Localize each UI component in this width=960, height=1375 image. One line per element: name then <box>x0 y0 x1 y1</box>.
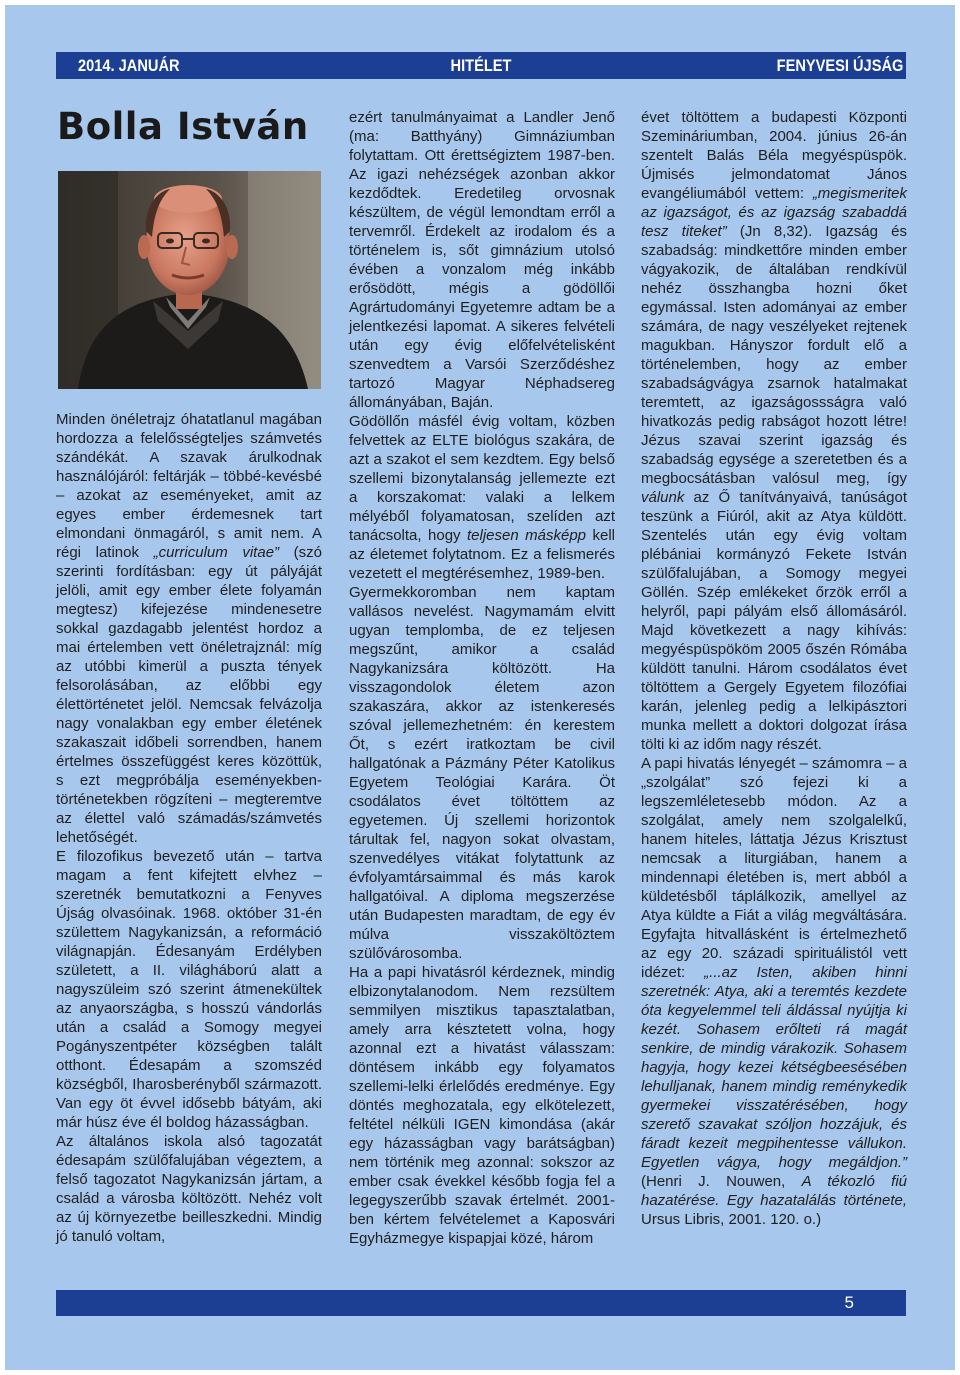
text-run: Ha a papi hivatásról kérdeznek, mindig elbizonytalanodom. Nem rezsültem semmilyen misztikus tapasztalatban, amely arra késztetett volna, hogy azonnal ezt a hivatást válasszam: döntésem inkább egy folyamatos szellemi-lelki érlelődés eredménye. Egy döntés meghozatala, egy elkötelezett, feltétel nélküli IGEN kimondása (akár egy házasságban vagy barátságban) nem történik meg azonnal: sokszor az ember csak évekkel később fogja fel a legegyszerűbb szavak értelmét. 2001-ben kértem felvételemet a Kaposvári Egyházmegye kispapjai közé, három <box>349 964 615 1247</box>
emphasized-text: „curriculum vitae” <box>153 544 280 561</box>
header-bar <box>56 52 906 79</box>
emphasized-text: A tékozló fiú hazatérése. Egy hazatalálás története, <box>641 1173 907 1209</box>
text-run: évet töltöttem a budapesti Központi Szemináriumban, 2004. június 26-án szentelt Balás Béla megyéspüspök. Újmisés jelmondatomat János evangéliumából vettem: <box>641 109 907 202</box>
text-run: E filozofikus bevezető után – tartva magam a fent kifejtett elvhez – szeretnék bemutatkozni a Fenyves Újság olvasóinak. 1968. október 31-én születtem Nagykanizsán, a reformáció világnapján. Édesanyám Erdélyben született, a II. világháború alatt a nagyszüleim szó szerint átmenekültek az anyaországba, s hosszú vándorlás után a család a Somogy megyei Pogányszentpéter községben talált otthont. Édesapám a szomszéd községből, Iharosberényből származott. Van egy öt évvel idősebb bátyám, aki már húsz éve él boldog házasságban. <box>56 848 322 1131</box>
text-run: (Jn 8,32). Igazság és szabadság: mindkettőre minden ember vágyakozik, de általában rendkívül nehéz összhangba hozni őket egymással. Isten adományai az ember számára, de nagy veszélyeket rejtenek magukban. Hányszor fordult elő a történelemben, hogy az ember szabadságvágya zsarnok hatalmakat teremtett, az igazságossságra való hivatkozás pedig rabságot hozott létre! Jézus szavai szerint igazság és szabadság egysége a szeretetben és a megbocsátásban valósul meg, így <box>641 223 907 487</box>
emphasized-text: teljesen másképp <box>467 527 587 544</box>
portrait-photo <box>58 171 321 389</box>
footer-bar <box>56 1290 906 1316</box>
text-run: Minden önéletrajz óhatatlanul magában hordozza a felelősségteljes számvetés szándékát. A szavak árulkodnak használójáról: feltárják – többé-kevésbé – azokat az eseményeket, amit az egyes ember érdemesnek tart elmondani önmagáról, s amit nem. A régi latinok <box>56 411 322 561</box>
emphasized-text: „...az Isten, akiben hinni szeretnék: Atya, aki a teremtés kezdete óta kegyelemmel teli áldással nyújtja ki kezét. Sohasem erőlteti rá magát senkire, de mindig várakozik. Sohasem hagyja, hogy kezei kétségbeesésében lehulljanak, hanem mindig reménykedik gyermekei visszatérésében, hogy szerető szavakat szóljon hozzájuk, és fáradt kezeit megpihentesse vállukon. Egyetlen vágya, hogy megáldjon.” <box>641 964 907 1171</box>
text-run: Az általános iskola alsó tagozatát édesapám szülőfalujában végeztem, a felső tagozatot Nagykanizsán jártam, a család a városba költözött. Nehéz volt az új környezetbe beilleszkedni. Mindig jó tanuló voltam, <box>56 1133 322 1245</box>
text-run: ezért tanulmányaimat a Landler Jenő (ma: Batthyány) Gimnáziumban folytattam. Ott érettségiztem 1987-ben. Az igazi nehézségek azonban akkor kezdődtek. Eredetileg orvosnak készültem, de végül lemondtam erről a tervemről. Érdekelt az irodalom és a történelem is, sőt gimnázium utolsó évében a vonzalom még inkább erősödött, mégis a gödöllői Agrártudományi Egyetemre adtam be a jelentkezési lapomat. A sikeres felvételi után egy évig előfelvételisként szenvedtem a Varsói Szerződéshez tartozó Magyar Néphadsereg állományában, Baján. <box>349 109 615 411</box>
text-run: Ursus Libris, 2001. 120. o.) <box>641 1211 822 1228</box>
text-run: az Ő tanítványaivá, tanúságot teszünk a Fiúról, akit az Atya küldött. Szentelés után egy évig voltam plébániai kormányzó Fekete István szülőfalujában, a Somogy megyei Göllén. Szép emlékeket őrzök erről a helyről, papi pályám első állomásáról. Majd következett a nagy kihívás: megyéspüspököm 2005 őszén Rómába küldött tanulni. Három csodálatos évet töltöttem a Gergely Egyetem filozófiai karán, jelenleg pedig a lelkipásztori munka mellett a doktori dolgozat írása tölti ki az időm nagy részét. <box>641 489 907 753</box>
paragraph <box>56 847 322 1132</box>
text-run: Gyermekkoromban nem kaptam vallásos nevelést. Nagymamám elvitt ugyan templomba, de ez teljesen megszűnt, amikor a család Nagykanizsára költözött. Ha visszagondolok életem azon szakaszára, akkor az istenkeresés szóval jellemezhetném: én kerestem Őt, s ezért iratkoztam be civil hallgatónak a Pázmány Péter Katolikus Egyetem Teológiai Karára. Öt csodálatos évet töltöttem az egyetemen. Új szellemi horizontok tárultak fel, nagyon sokat olvastam, szenvedélyes vitákat folytattunk az évfolyamtársaimmal és más karok hallgatóival. A diploma megszerzése után Budapesten maradtam, de egy év múlva visszaköltöztem szülővárosomba. <box>349 584 615 962</box>
page-number: 5 <box>844 1293 854 1312</box>
text-run: A papi hivatás lényegét – számomra – a „szolgálat” szó fejezi ki a legszemléletesebb módon. Az a szolgálat, amely nem szolgalelkű, hanem hiteles, láttatja Jézus Krisztust nemcsak a liturgiában, hanem a mindennapi életében is, mert abból a küldetésből táplálkozik, amellyel az Atya küldte a Fiát a világ megváltására. Egyfajta hitvallásként is értelmezhető az egy 20. századi spirituálistól vett idézet: <box>641 755 907 981</box>
article-column-2 <box>349 108 615 1248</box>
section-title: HITÉLET <box>450 56 512 75</box>
text-run: kell az életemet folytatnom. Ez a felismerés vezetett el megtérésemhez, 1989-ben. <box>349 527 615 582</box>
article-title: Bolla István <box>57 105 309 148</box>
issue-date: 2014. JANUÁR <box>78 56 180 75</box>
text-run: (szó szerinti fordításban: egy út pályáját jelöli, amit egy ember élete folyamán megtesz) kifejezése mindenesetre sokkal gazdagabb jelentést hordoz a mai értelemben vett önéletrajznál: míg az utóbbi kimerül a puszta tények felsorolásában, az előbbi egy élettörténetet jelöl. Nemcsak felvázolja nagy vonalakban egy ember életének szakaszait időbeli sorrendben, hanem értelmes összefüggést keres közöttük, s ezt megpróbálja eseményekben-történetekben rögzíteni – megteremtve az élettel való számadás/számvetés lehetőségét. <box>56 544 322 846</box>
text-run: (Henri J. Nouwen, <box>641 1173 802 1190</box>
emphasized-text: „megismeritek az igazságot, és az igazság szabaddá tesz titeket” <box>641 185 907 240</box>
paragraph <box>349 412 615 583</box>
paragraph <box>641 108 907 754</box>
paragraph <box>349 108 615 412</box>
paragraph <box>641 754 907 1229</box>
publication-name: FENYVESI ÚJSÁG <box>776 56 903 75</box>
paragraph <box>349 963 615 1248</box>
text-run: Gödöllőn másfél évig voltam, közben felvettek az ELTE biológus szakára, de azt a szakot el sem kezdtem. Egy belső szellemi bizonytalanság jellemezte ezt a korszakomat: valaki a lelkem mélyéből folyamatosan, szelíden azt tanácsolta, hogy <box>349 413 615 544</box>
paragraph <box>349 583 615 963</box>
page <box>5 5 955 1370</box>
paragraph <box>56 1132 322 1246</box>
paragraph <box>56 410 322 847</box>
article-column-3 <box>641 108 907 1229</box>
emphasized-text: válunk <box>641 489 685 506</box>
article-column-1 <box>56 410 322 1246</box>
